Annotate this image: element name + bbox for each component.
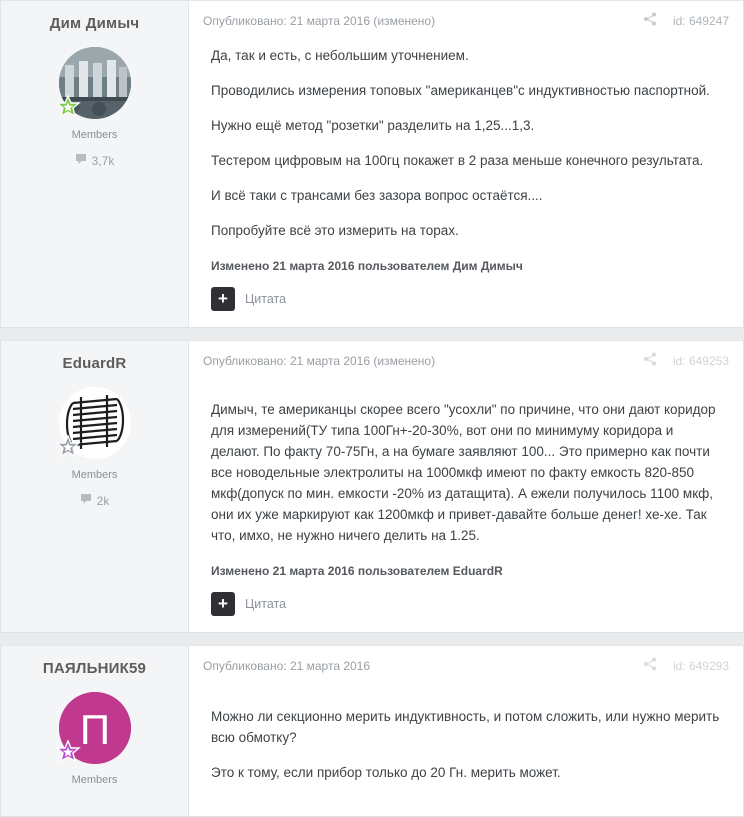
post-content-column: [189, 646, 743, 816]
post-actions: [189, 578, 743, 632]
share-icon[interactable]: [643, 657, 657, 674]
post-header: [189, 341, 743, 375]
post-count: [9, 153, 180, 168]
svg-text:П: П: [79, 706, 110, 753]
author-name[interactable]: Дим Димыч: [49, 15, 140, 32]
comment-bubble-icon: [75, 153, 87, 168]
post-body: [189, 35, 743, 253]
post-actions: [189, 273, 743, 327]
post-item: [0, 340, 744, 633]
member-label: Members: [71, 774, 118, 786]
author-name[interactable]: EduardR: [62, 355, 127, 372]
share-icon[interactable]: [643, 12, 657, 29]
post-author-column: [1, 646, 189, 816]
post-content-column: [189, 341, 743, 632]
post-paragraph: И всё таки с трансами без зазора вопрос остаётся....: [211, 188, 543, 203]
post-paragraph: Это к тому, если прибор только до 20 Гн. мерить может.: [211, 765, 561, 780]
post-published-date: Опубликовано: 21 марта 2016: [203, 658, 371, 673]
post-item: [0, 0, 744, 328]
post-paragraph: Тестером цифровым на 100гц покажет в 2 раза меньше конечного результата.: [211, 153, 704, 168]
post-content-column: [189, 1, 743, 327]
quote-button[interactable]: Цитата: [245, 292, 287, 306]
rank-badge-icon: [55, 95, 81, 121]
post-edited-note: Изменено 21 марта 2016 пользователем EduardR: [211, 564, 503, 578]
post-count-value: 2k: [96, 493, 110, 508]
author-name[interactable]: ПАЯЛЬНИК59: [42, 660, 147, 677]
rank-badge-icon: [55, 435, 81, 461]
member-label: Members: [71, 469, 118, 481]
post-author-column: [1, 1, 189, 327]
comment-bubble-icon: [80, 493, 92, 508]
post-body: [189, 375, 743, 558]
quote-button[interactable]: Цитата: [245, 597, 287, 611]
share-icon[interactable]: [643, 352, 657, 369]
plus-icon[interactable]: +: [211, 592, 235, 616]
post-id: id: 649253: [672, 353, 729, 368]
avatar[interactable]: [59, 47, 131, 119]
post-id: id: 649247: [672, 13, 729, 28]
post-paragraph: Димыч, те американцы скорее всего "усохли" по причине, что они дают коридор для измерений(ТУ типа 100Гн+-20-30%, вот они по минимуму коридора и делают. По факту 70-75Гн, а на бумаге заявляют 100... Это примерно как почти все новодельные электролиты на 1000мкф имеют по факту емкость 820-850 мкф(допуск по мин. емкости -20% из датащита). А ежели получилось 1100 мкф, они их уже маркируют как 1200мкф и привет-давайте больше денег! хе-хе. Так что, имхо, не нужно ничего делить на 1.25.: [211, 402, 716, 543]
post-edited-note: Изменено 21 марта 2016 пользователем Дим Димыч: [211, 259, 523, 273]
post-count: [9, 493, 180, 508]
rank-badge-icon: [55, 740, 81, 766]
post-paragraph: Проводились измерения топовых "американцев"с индуктивностью паспортной.: [211, 83, 710, 98]
post-paragraph: Да, так и есть, с небольшим уточнением.: [211, 48, 469, 63]
avatar[interactable]: [59, 387, 131, 459]
post-paragraph: Можно ли секционно мерить индуктивность, и потом сложить, или нужно мерить всю обмотку?: [211, 709, 720, 745]
plus-icon[interactable]: +: [211, 287, 235, 311]
post-published-date: Опубликовано: 21 марта 2016 (изменено): [203, 353, 436, 368]
post-header: [189, 646, 743, 680]
avatar[interactable]: [59, 692, 131, 764]
post-header: [189, 1, 743, 35]
post-published-date: Опубликовано: 21 марта 2016 (изменено): [203, 13, 436, 28]
member-label: Members: [71, 129, 118, 141]
post-paragraph: Нужно ещё метод "розетки" разделить на 1,25...1,3.: [211, 118, 535, 133]
post-body: [189, 680, 743, 795]
post-id: id: 649293: [672, 658, 729, 673]
post-author-column: [1, 341, 189, 632]
post-paragraph: Попробуйте всё это измерить на торах.: [211, 223, 459, 238]
post-count-value: 3,7k: [91, 153, 115, 168]
post-item: [0, 645, 744, 817]
